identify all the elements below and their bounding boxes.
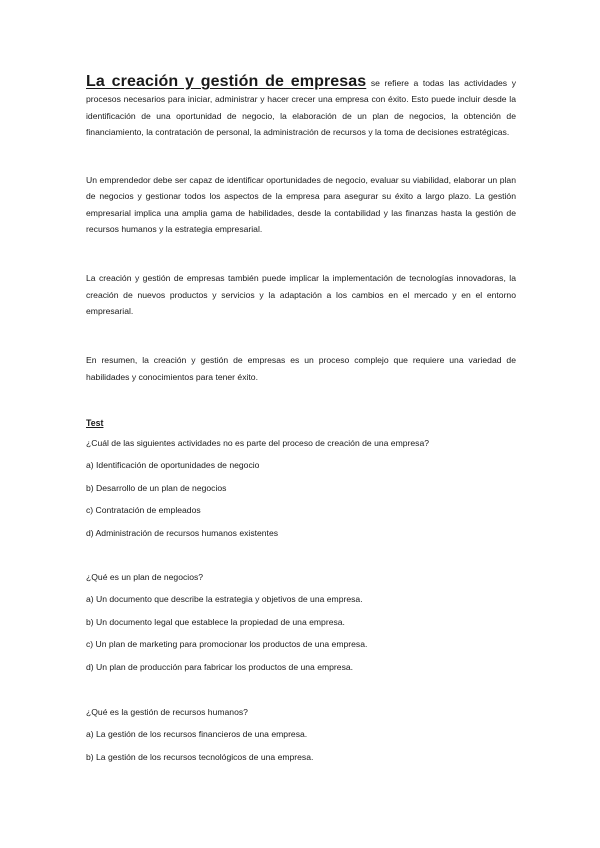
paragraph: La creación y gestión de empresas también puede implicar la implementación de tecnologías innovadoras, la creación de nuevos productos y servicios y la adaptación a los cambios en el mercado y en el entorno empresarial. [86, 273, 516, 316]
paragraph: Un emprendedor debe ser capaz de identificar oportunidades de negocio, evaluar su viabilidad, elaborar un plan de negocios y gestionar todos los aspectos de la empresa para asegurar su éxito a largo plazo. La gestión empresarial implica una amplia gama de habilidades, desde la contabilidad y las finanzas hasta la gestión de recursos humanos y la estrategia empresarial. [86, 175, 516, 235]
answer-option: b) La gestión de los recursos tecnológicos de una empresa. [86, 751, 314, 762]
question-block [86, 705, 516, 764]
paragraph: En resumen, la creación y gestión de empresas es un proceso complejo que requiere una variedad de habilidades y conocimientos para tener éxito. [86, 355, 516, 382]
test-heading: Test [86, 417, 104, 428]
question-text: ¿Qué es la gestión de recursos humanos? [86, 706, 248, 717]
question-block [86, 436, 516, 540]
answer-option: d) Administración de recursos humanos existentes [86, 527, 279, 538]
answer-option: c) Un plan de marketing para promocionar los productos de una empresa. [86, 639, 368, 650]
answer-option: a) La gestión de los recursos financieros de una empresa. [86, 729, 308, 740]
question-text: ¿Qué es un plan de negocios? [86, 571, 204, 582]
answer-option: b) Un documento legal que establece la propiedad de una empresa. [86, 616, 345, 627]
answer-option: b) Desarrollo de un plan de negocios [86, 482, 227, 493]
answer-option: a) Un documento que describe la estrategia y objetivos de una empresa. [86, 594, 363, 605]
answer-option: a) Identificación de oportunidades de negocio [86, 460, 260, 471]
answer-option: d) Un plan de producción para fabricar los productos de una empresa. [86, 661, 354, 672]
question-text: ¿Cuál de las siguientes actividades no es parte del proceso de creación de una empresa? [86, 437, 430, 448]
intro-paragraph [86, 74, 516, 140]
answer-option: c) Contratación de empleados [86, 505, 201, 516]
document-title: La creación y gestión de empresas [86, 73, 367, 90]
document-page [86, 74, 516, 764]
intro-text: se refiere a todas las actividades y procesos necesarios para iniciar, administrar y hacer crecer una empresa con éxito. Esto puede incluir desde la identificación de una oportunidad de negocio, la elaboración de un plan de negocios, la obtención de financiamiento, la contratación de personal, la administración de recursos y la toma de decisiones estratégicas. [86, 78, 516, 137]
question-block [86, 570, 516, 674]
